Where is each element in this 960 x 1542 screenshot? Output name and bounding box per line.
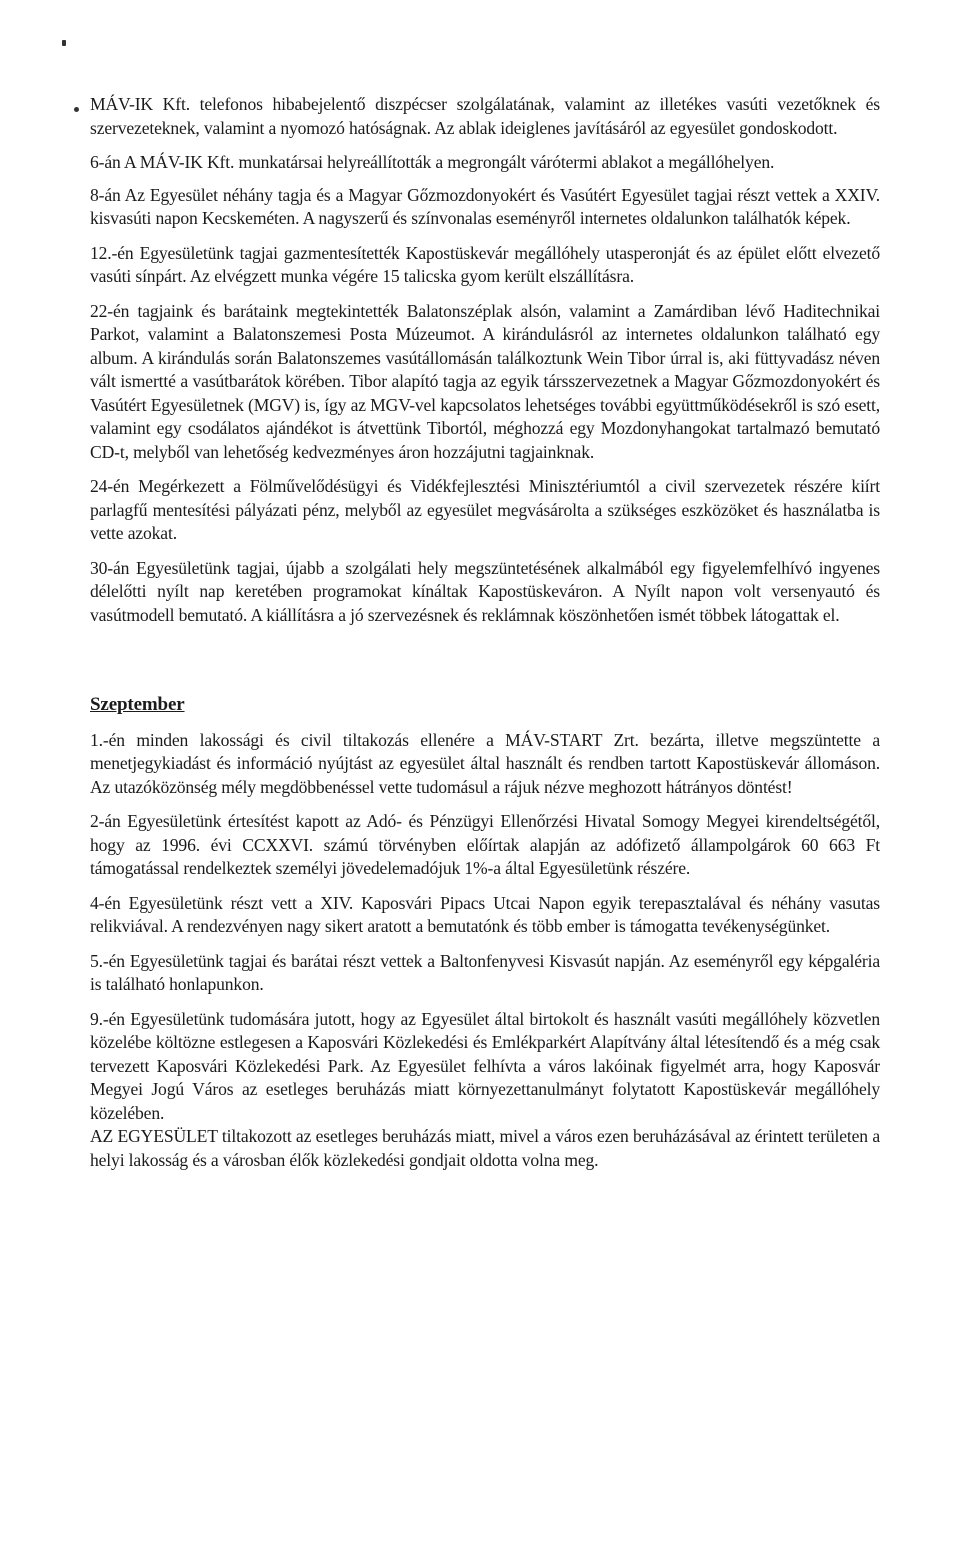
- paragraph: 9.-én Egyesületünk tudomására jutott, hogy az Egyesület által birtokolt és használt vasúti megállóhely közvetlen közelébe költözne estlegesen a Kaposvári Közlekedési és Emlékparkért Alapítvány által létesítendő és a még csak tervezett Kaposvári Közlekedési Park. Az Egyesület felhívta a város lakóinak figyelmét arra, hogy Kaposvár Megyei Jogú Város az esetleges beruházás miatt környezettanulmányt folytatott Kapostüskevár megállóhely közelében.: [90, 1008, 880, 1123]
- section-heading: Szeptember: [90, 694, 185, 715]
- paragraph: 6-án A MÁV-IK Kft. munkatársai helyreállították a megrongált várótermi ablakot a megállóhelyen.: [90, 152, 775, 172]
- paragraph: 8-án Az Egyesület néhány tagja és a Magyar Gőzmozdonyokért és Vasútért Egyesület tagjai részt vettek a XXIV. kisvasúti napon Kecskeméten. A nagyszerű és színvonalas eseményről internetes oldalunkon találhatók képek.: [90, 184, 880, 228]
- paragraph: 1.-én minden lakossági és civil tiltakozás ellenére a MÁV-START Zrt. bezárta, illetve megszüntette a menetjegykiadást és információ nyújtást az egyesület által használt és rendben tartott Kapostüskevár állomáson. Az utazóközönség mély megdöbbenéssel vette tudomásul a rájuk nézve meghozott hátrányos döntést!: [90, 729, 880, 797]
- paragraph: 2-án Egyesületünk értesítést kapott az Adó- és Pénzügyi Ellenőrzési Hivatal Somogy Megyei kirendeltségétől, hogy az 1996. évi CCXXVI. számú törvényben előírtak alapján az adófizető állampolgárok 60 663 Ft támogatással rendelkeztek személyi jövedelemadójuk 1%-a által Egyesületünk részére.: [90, 811, 880, 878]
- bullet-icon: [74, 107, 79, 112]
- paragraph: 30-án Egyesületünk tagjai, újabb a szolgálati hely megszüntetésének alkalmából egy figyelemfelhívó ingyenes délelőtti nyílt nap keretében programokat kínáltak Kapostüskeváron. A Nyílt napon volt versenyautó és vasútmodell bemutató. A kiállításra a jó szervezésnek és reklámnak köszönhetően ismét többek látogattak el.: [90, 557, 880, 625]
- paragraph: 5.-én Egyesületünk tagjai és barátai részt vettek a Baltonfenyvesi Kisvasút napján. Az eseményről egy képgaléria is található honlapunkon.: [90, 950, 880, 994]
- paragraph: 12.-én Egyesületünk tagjai gazmentesítették Kapostüskevár megállóhely utasperonját és az épület előtt elvezető vasúti sínpárt. Az elvégzett munka végére 15 talicska gyom került elszállításra.: [90, 242, 880, 286]
- document-body: [90, 93, 880, 1183]
- paragraph: 24-én Megérkezett a Fölművelődésügyi és Vidékfejlesztési Minisztériumtól a civil szervezetek részére kiírt parlagfű mentesítési pályázati pénz, melyből az egyesület megvásárolta a szükséges eszközöket és használatba is vette azokat.: [90, 476, 880, 543]
- paragraph: 22-én tagjaink és barátaink megtekintették Balatonszéplak alsón, valamint a Zamárdiban lévő Haditechnikai Parkot, valamint a Balatonszemesi Posta Múzeumot. A kirándulásról az internetes oldalunkon található egy album. A kirándulás során Balatonszemes vasútállomásán találkoztunk Wein Tibor úrral is, aki füttyvadász néven vált ismertté a vasútbarátok körében. Tibor alapító tagja az egyik társszervezetnek a Magyar Gőzmozdonyokért és Vasútért Egyesületnek (MGV) is, így az MGV-vel kapcsolatos lehetséges további együttműködésekről is szó esett, valamint egy csodálatos ajándékot is átvettünk Tibortól, méghozzá egy Mozdonyhangokat tartalmazó bemutató CD-t, melyből van lehetőség kedvezményes áron hozzájutni tagjainknak.: [90, 300, 880, 462]
- paragraph: AZ EGYESÜLET tiltakozott az esetleges beruházás miatt, mivel a város ezen beruházásával az érintett területen a helyi lakosság és a városban élők közlekedési gondjait oldotta volna meg.: [90, 1126, 880, 1170]
- scan-mark: [62, 40, 66, 46]
- paragraph: 4-én Egyesületünk részt vett a XIV. Kaposvári Pipacs Utcai Napon egyik terepasztalával és néhány vasutas relikviával. A rendezvényen nagy sikert aratott a bemutatónk és több ember is támogatta tevékenységünket.: [90, 892, 880, 936]
- paragraph: MÁV-IK Kft. telefonos hibabejelentő diszpécser szolgálatának, valamint az illetékes vasúti vezetőknek és szervezeteknek, valamint a nyomozó hatóságnak. Az ablak ideiglenes javításáról az egyesület gondoskodott.: [90, 94, 880, 138]
